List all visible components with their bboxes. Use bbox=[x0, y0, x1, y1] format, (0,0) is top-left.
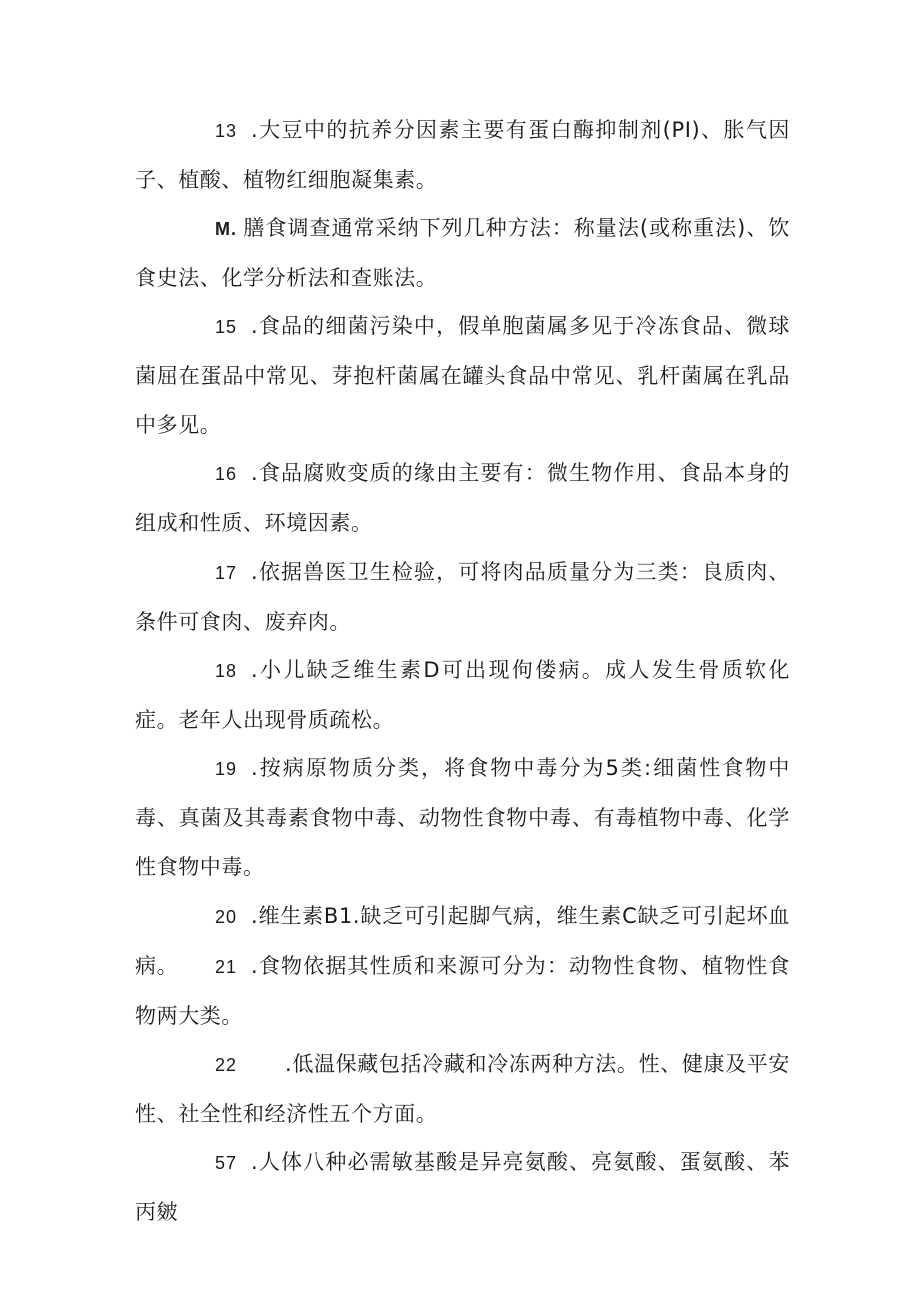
list-item bbox=[135, 204, 790, 303]
list-item bbox=[135, 744, 790, 892]
item-number: 15 bbox=[215, 317, 238, 337]
item-text: .人体八种必需敏基酸是异亮氨酸、亮氨酸、蛋氨酸、苯丙皴 bbox=[135, 1150, 790, 1224]
list-item bbox=[135, 646, 790, 745]
list-item bbox=[135, 942, 790, 1041]
list-item bbox=[135, 106, 790, 205]
item-text: .依据兽医卫生检验，可将肉品质量分为三类：良质肉、条件可食肉、废弃肉。 bbox=[135, 560, 790, 634]
item-text: .小儿缺乏维生素D可出现佝偻病。成人发生骨质软化症。老年人出现骨质疏松。 bbox=[135, 658, 790, 732]
item-number: 21 bbox=[215, 957, 238, 977]
item-text: 膳食调查通常采纳下列几种方法：称量法(或称重法)、饮食史法、化学分析法和查账法。 bbox=[135, 216, 790, 290]
list-item bbox=[135, 1138, 790, 1237]
item-text: .维生素B1.缺乏可引起脚气病，维生素C缺乏可引起坏血病。 bbox=[135, 904, 790, 978]
item-number: 20 bbox=[215, 907, 238, 927]
item-number: 17 bbox=[215, 563, 238, 583]
item-number: 19 bbox=[215, 759, 238, 779]
item-number: 16 bbox=[215, 464, 238, 484]
item-number: 22 bbox=[215, 1055, 238, 1075]
item-text: .大豆中的抗养分因素主要有蛋白酶抑制剂(PI)、胀气因子、植酸、植物红细胞凝集素。 bbox=[135, 118, 790, 192]
item-number: 18 bbox=[215, 661, 238, 681]
item-number: 57 bbox=[215, 1153, 238, 1173]
item-number: M. bbox=[215, 219, 237, 239]
item-text: .食品的细菌污染中，假单胞菌属多见于冷冻食品、微球菌屈在蛋品中常见、芽抱杆菌属在罐头食品中常见、乳杆菌属在乳品中多见。 bbox=[135, 314, 790, 437]
item-number: 13 bbox=[215, 121, 238, 141]
list-item bbox=[135, 1040, 790, 1139]
item-text: .按病原物质分类，将食物中毒分为5类:细菌性食物中毒、真菌及其毒素食物中毒、动物性食物中毒、有毒植物中毒、化学性食物中毒。 bbox=[135, 756, 790, 879]
item-text: .低温保藏包括冷藏和冷冻两种方法。性、健康及平安性、社全性和经济性五个方面。 bbox=[135, 1052, 790, 1126]
list-item bbox=[135, 548, 790, 647]
item-text: .食物依据其性质和来源可分为：动物性食物、植物性食物两大类。 bbox=[135, 954, 790, 1028]
list-item bbox=[135, 449, 790, 548]
item-text: .食品腐败变质的缘由主要有：微生物作用、食品本身的组成和性质、环境因素。 bbox=[135, 461, 790, 535]
list-item bbox=[135, 302, 790, 450]
